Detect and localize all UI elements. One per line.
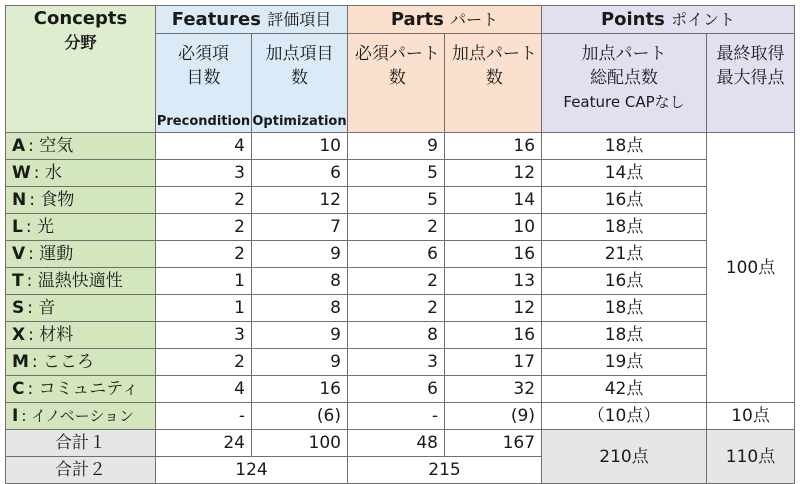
add-parts-cell: 14 (445, 187, 542, 214)
table-row (6, 376, 795, 403)
concepts-table (5, 5, 795, 484)
concept-name: : 温熱快適性 (26, 271, 123, 291)
col-add-parts-total-line2: 総配点数 (590, 68, 659, 88)
total1-label: 合計１ (6, 430, 156, 457)
concept-name: : 食物 (29, 190, 75, 210)
table-row (6, 295, 795, 322)
concept-name: : イノベーション (21, 407, 135, 425)
concept-cell (6, 322, 156, 349)
add-parts-cell: 10 (445, 214, 542, 241)
optimization-cell: 9 (252, 241, 348, 268)
optimization-cell: 9 (252, 349, 348, 376)
add-parts-cell: 16 (445, 241, 542, 268)
parts-jp: パート (450, 9, 499, 29)
final-max-cell: 100点 (707, 133, 795, 403)
table-row (6, 133, 795, 160)
table-row (6, 349, 795, 376)
points-header (542, 6, 795, 34)
concept-letter: W (12, 163, 31, 183)
concept-cell (6, 133, 156, 160)
optimization-cell: (6) (252, 403, 348, 430)
concept-name: : 音 (27, 298, 56, 318)
points-jp: ポイント (671, 9, 736, 29)
concept-name: : 材料 (28, 325, 74, 345)
precondition-cell: 1 (156, 268, 252, 295)
parts-title: Parts (390, 8, 444, 30)
optimization-cell: 16 (252, 376, 348, 403)
req-parts-cell: 2 (348, 214, 445, 241)
table-row (6, 268, 795, 295)
concept-cell (6, 187, 156, 214)
concept-cell (6, 376, 156, 403)
concepts-header (6, 6, 156, 133)
optimization-cell: 7 (252, 214, 348, 241)
features-jp: 評価項目 (267, 9, 332, 29)
req-parts-cell: 5 (348, 187, 445, 214)
precondition-cell: - (156, 403, 252, 430)
total2-label: 合計２ (6, 457, 156, 484)
concept-letter: X (12, 325, 26, 345)
concepts-title: Concepts (33, 8, 128, 29)
req-parts-cell: 5 (348, 160, 445, 187)
concept-name: : 光 (25, 217, 54, 237)
points-cell: 16点 (542, 187, 707, 214)
precondition-cell: 4 (156, 133, 252, 160)
points-cell: 18点 (542, 133, 707, 160)
req-parts-cell: - (348, 403, 445, 430)
precondition-cell: 1 (156, 295, 252, 322)
add-parts-cell: 13 (445, 268, 542, 295)
add-parts-cell: 16 (445, 322, 542, 349)
final-max-cell: 10点 (707, 403, 795, 430)
req-parts-cell: 2 (348, 295, 445, 322)
col-req-parts-header (348, 34, 445, 133)
precondition-cell: 2 (156, 187, 252, 214)
table-row (6, 241, 795, 268)
optimization-cell: 6 (252, 160, 348, 187)
req-parts-cell: 9 (348, 133, 445, 160)
col-req-parts-label: 必須パート数 (354, 44, 440, 88)
points-cell: 19点 (542, 349, 707, 376)
req-parts-cell: 3 (348, 349, 445, 376)
total2-parts: 215 (348, 457, 542, 484)
total1-req-parts: 48 (348, 430, 445, 457)
col-add-parts-header (445, 34, 542, 133)
total-points-cell: 210点 (542, 430, 707, 484)
table-row (6, 214, 795, 241)
points-cell: 18点 (542, 214, 707, 241)
concept-letter: L (12, 217, 23, 237)
col-precondition-sublabel: Precondition (156, 114, 251, 129)
points-title: Points (600, 8, 665, 30)
add-parts-cell: 32 (445, 376, 542, 403)
optimization-cell: 8 (252, 268, 348, 295)
total1-add-parts: 167 (445, 430, 542, 457)
concepts-subtitle: 分野 (64, 33, 97, 52)
points-cell: 14点 (542, 160, 707, 187)
concept-cell (6, 214, 156, 241)
total1-row (6, 430, 795, 457)
add-parts-cell: (9) (445, 403, 542, 430)
col-final-line2: 最大得点 (716, 68, 785, 88)
precondition-cell: 2 (156, 214, 252, 241)
add-parts-cell: 12 (445, 160, 542, 187)
concept-name: : 空気 (28, 136, 74, 156)
table-row (6, 322, 795, 349)
precondition-cell: 2 (156, 241, 252, 268)
concept-name: : 水 (33, 163, 62, 183)
col-final-header (707, 34, 795, 133)
col-precondition-label: 必須項目数 (177, 44, 229, 88)
concept-letter: T (12, 271, 24, 291)
add-parts-cell: 17 (445, 349, 542, 376)
col-add-parts-total-line3: Feature CAPなし (563, 93, 685, 111)
total-final-cell: 110点 (707, 430, 795, 484)
concept-cell (6, 160, 156, 187)
concept-letter: M (12, 352, 29, 372)
req-parts-cell: 6 (348, 376, 445, 403)
concept-letter: I (12, 406, 19, 426)
add-parts-cell: 12 (445, 295, 542, 322)
points-cell: 42点 (542, 376, 707, 403)
concept-name: : こころ (31, 352, 95, 372)
concept-letter: A (12, 136, 26, 156)
col-add-parts-total-line1: 加点パート (581, 44, 667, 64)
concept-letter: V (12, 244, 26, 264)
col-optimization-sublabel: Optimization (252, 114, 347, 129)
col-final-line1: 最終取得 (716, 44, 785, 64)
concept-name: : コミュニティ (27, 379, 139, 399)
add-parts-cell: 16 (445, 133, 542, 160)
concept-letter: C (12, 379, 25, 399)
optimization-cell: 12 (252, 187, 348, 214)
concept-cell (6, 295, 156, 322)
precondition-cell: 3 (156, 322, 252, 349)
col-optimization-label: 加点項目数 (265, 44, 334, 88)
concept-letter: S (12, 298, 25, 318)
req-parts-cell: 6 (348, 241, 445, 268)
req-parts-cell: 2 (348, 268, 445, 295)
optimization-cell: 10 (252, 133, 348, 160)
concept-letter: N (12, 190, 27, 210)
optimization-cell: 8 (252, 295, 348, 322)
features-title: Features (171, 8, 261, 30)
points-cell: 16点 (542, 268, 707, 295)
innovation-row (6, 403, 795, 430)
total1-precondition: 24 (156, 430, 252, 457)
features-header (156, 6, 348, 34)
parts-header (348, 6, 542, 34)
precondition-cell: 2 (156, 349, 252, 376)
col-add-parts-total-header (542, 34, 707, 133)
table-row (6, 160, 795, 187)
col-optimization-header (252, 34, 348, 133)
concept-cell (6, 241, 156, 268)
points-cell: 18点 (542, 322, 707, 349)
optimization-cell: 9 (252, 322, 348, 349)
precondition-cell: 4 (156, 376, 252, 403)
concept-cell (6, 349, 156, 376)
points-cell: 18点 (542, 295, 707, 322)
precondition-cell: 3 (156, 160, 252, 187)
col-add-parts-label: 加点パート数 (451, 44, 537, 88)
concept-cell (6, 268, 156, 295)
total2-features: 124 (156, 457, 348, 484)
col-precondition-header (156, 34, 252, 133)
concept-name: : 運動 (28, 244, 74, 264)
points-cell: 21点 (542, 241, 707, 268)
points-cell: （10点） (542, 403, 707, 430)
total1-optimization: 100 (252, 430, 348, 457)
req-parts-cell: 8 (348, 322, 445, 349)
concept-cell (6, 403, 156, 430)
table-row (6, 187, 795, 214)
